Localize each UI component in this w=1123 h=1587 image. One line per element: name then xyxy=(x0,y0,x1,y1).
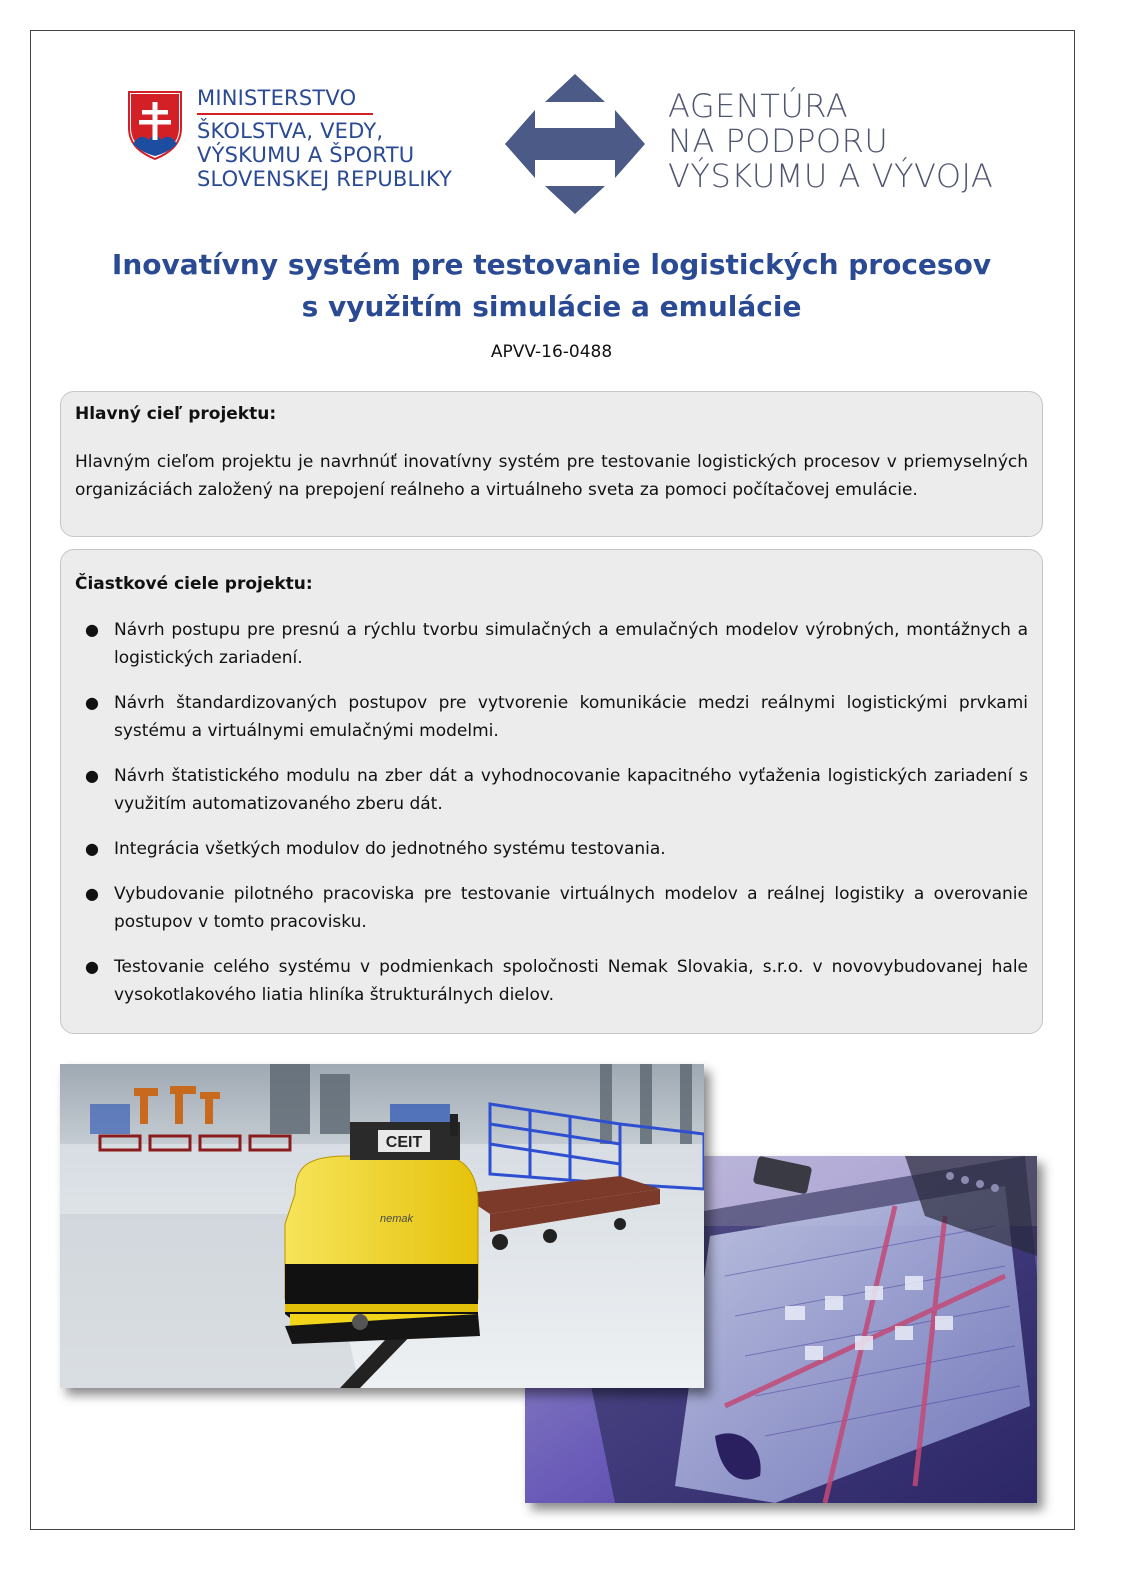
agency-name-line: AGENTÚRA xyxy=(668,87,849,125)
goal-text: Integrácia všetkých modulov do jednotného systému testovania. xyxy=(114,839,666,859)
agency-name-line: NA PODPORU xyxy=(668,122,889,160)
main-goal-panel xyxy=(60,391,1043,537)
list-item xyxy=(75,689,1028,745)
list-item xyxy=(75,880,1028,936)
agency-arrows-icon xyxy=(505,74,645,214)
bullet-icon: ● xyxy=(85,884,99,903)
partial-goals-panel xyxy=(60,549,1043,1034)
partial-goals-list xyxy=(75,616,1028,1026)
ministry-name xyxy=(197,86,452,191)
main-goal-heading: Hlavný cieľ projektu: xyxy=(75,404,277,424)
bullet-icon: ● xyxy=(85,766,99,785)
goal-text: Návrh postupu pre presnú a rýchlu tvorbu simulačných a emulačných modelov výrobných, montážnych a logistických zariadení. xyxy=(114,620,1028,668)
slovak-coat-of-arms-icon xyxy=(127,90,183,160)
title-line: Inovatívny systém pre testovanie logistických procesov xyxy=(111,248,992,281)
partial-goals-heading: Čiastkové ciele projektu: xyxy=(75,574,313,594)
goal-text: Vybudovanie pilotného pracoviska pre testovanie virtuálnych modelov a reálnej logistiky a overovanie postupov v tomto pracovisku. xyxy=(114,884,1028,932)
ministry-name-line: VÝSKUMU A ŠPORTU xyxy=(197,143,415,167)
goal-text: Návrh štandardizovaných postupov pre vytvorenie komunikácie medzi reálnymi logistickými prvkami systému a virtuálnymi emulačnými modelmi. xyxy=(114,693,1028,741)
main-goal-text: Hlavným cieľom projektu je navrhnúť inovatívny systém pre testovanie logistických procesov v priemyselných organizáciách založený na prepojení reálneho a virtuálneho sveta za pomoci počítačovej emulácie. xyxy=(75,452,1028,500)
ministry-name-line: SLOVENSKEJ REPUBLIKY xyxy=(197,167,453,191)
bullet-icon: ● xyxy=(85,693,99,712)
bullet-icon: ● xyxy=(85,957,99,976)
list-item xyxy=(75,835,1028,863)
list-item xyxy=(75,762,1028,818)
agv-brand-label: CEIT xyxy=(385,1134,423,1151)
ministry-logo xyxy=(127,86,487,200)
bullet-icon: ● xyxy=(85,620,99,639)
goal-text: Testovanie celého systému v podmienkach spoločnosti Nemak Slovakia, s.r.o. v novovybudovanej hale vysokotlakového liatia hliníka štrukturálnych dielov. xyxy=(114,957,1028,1005)
project-code: APVV-16-0488 xyxy=(490,342,613,362)
ministry-name-line: MINISTERSTVO xyxy=(197,86,373,115)
goal-text: Návrh štatistického modulu na zber dát a vyhodnocovanie kapacitného vyťaženia logistických zariadení s využitím automatizovaného zberu dát. xyxy=(114,766,1028,814)
document-title xyxy=(60,244,1043,328)
agency-name xyxy=(668,89,993,194)
list-item xyxy=(75,616,1028,672)
ministry-name-line: ŠKOLSTVA, VEDY, xyxy=(197,119,384,143)
list-item xyxy=(75,953,1028,1009)
agv-company-label: nemak xyxy=(380,1213,414,1225)
bullet-icon: ● xyxy=(85,839,99,858)
title-line: s využitím simulácie a emulácie xyxy=(301,290,802,323)
agv-factory-image xyxy=(60,1064,704,1388)
agency-name-line: VÝSKUMU A VÝVOJA xyxy=(668,157,994,195)
agency-logo xyxy=(505,74,1025,214)
